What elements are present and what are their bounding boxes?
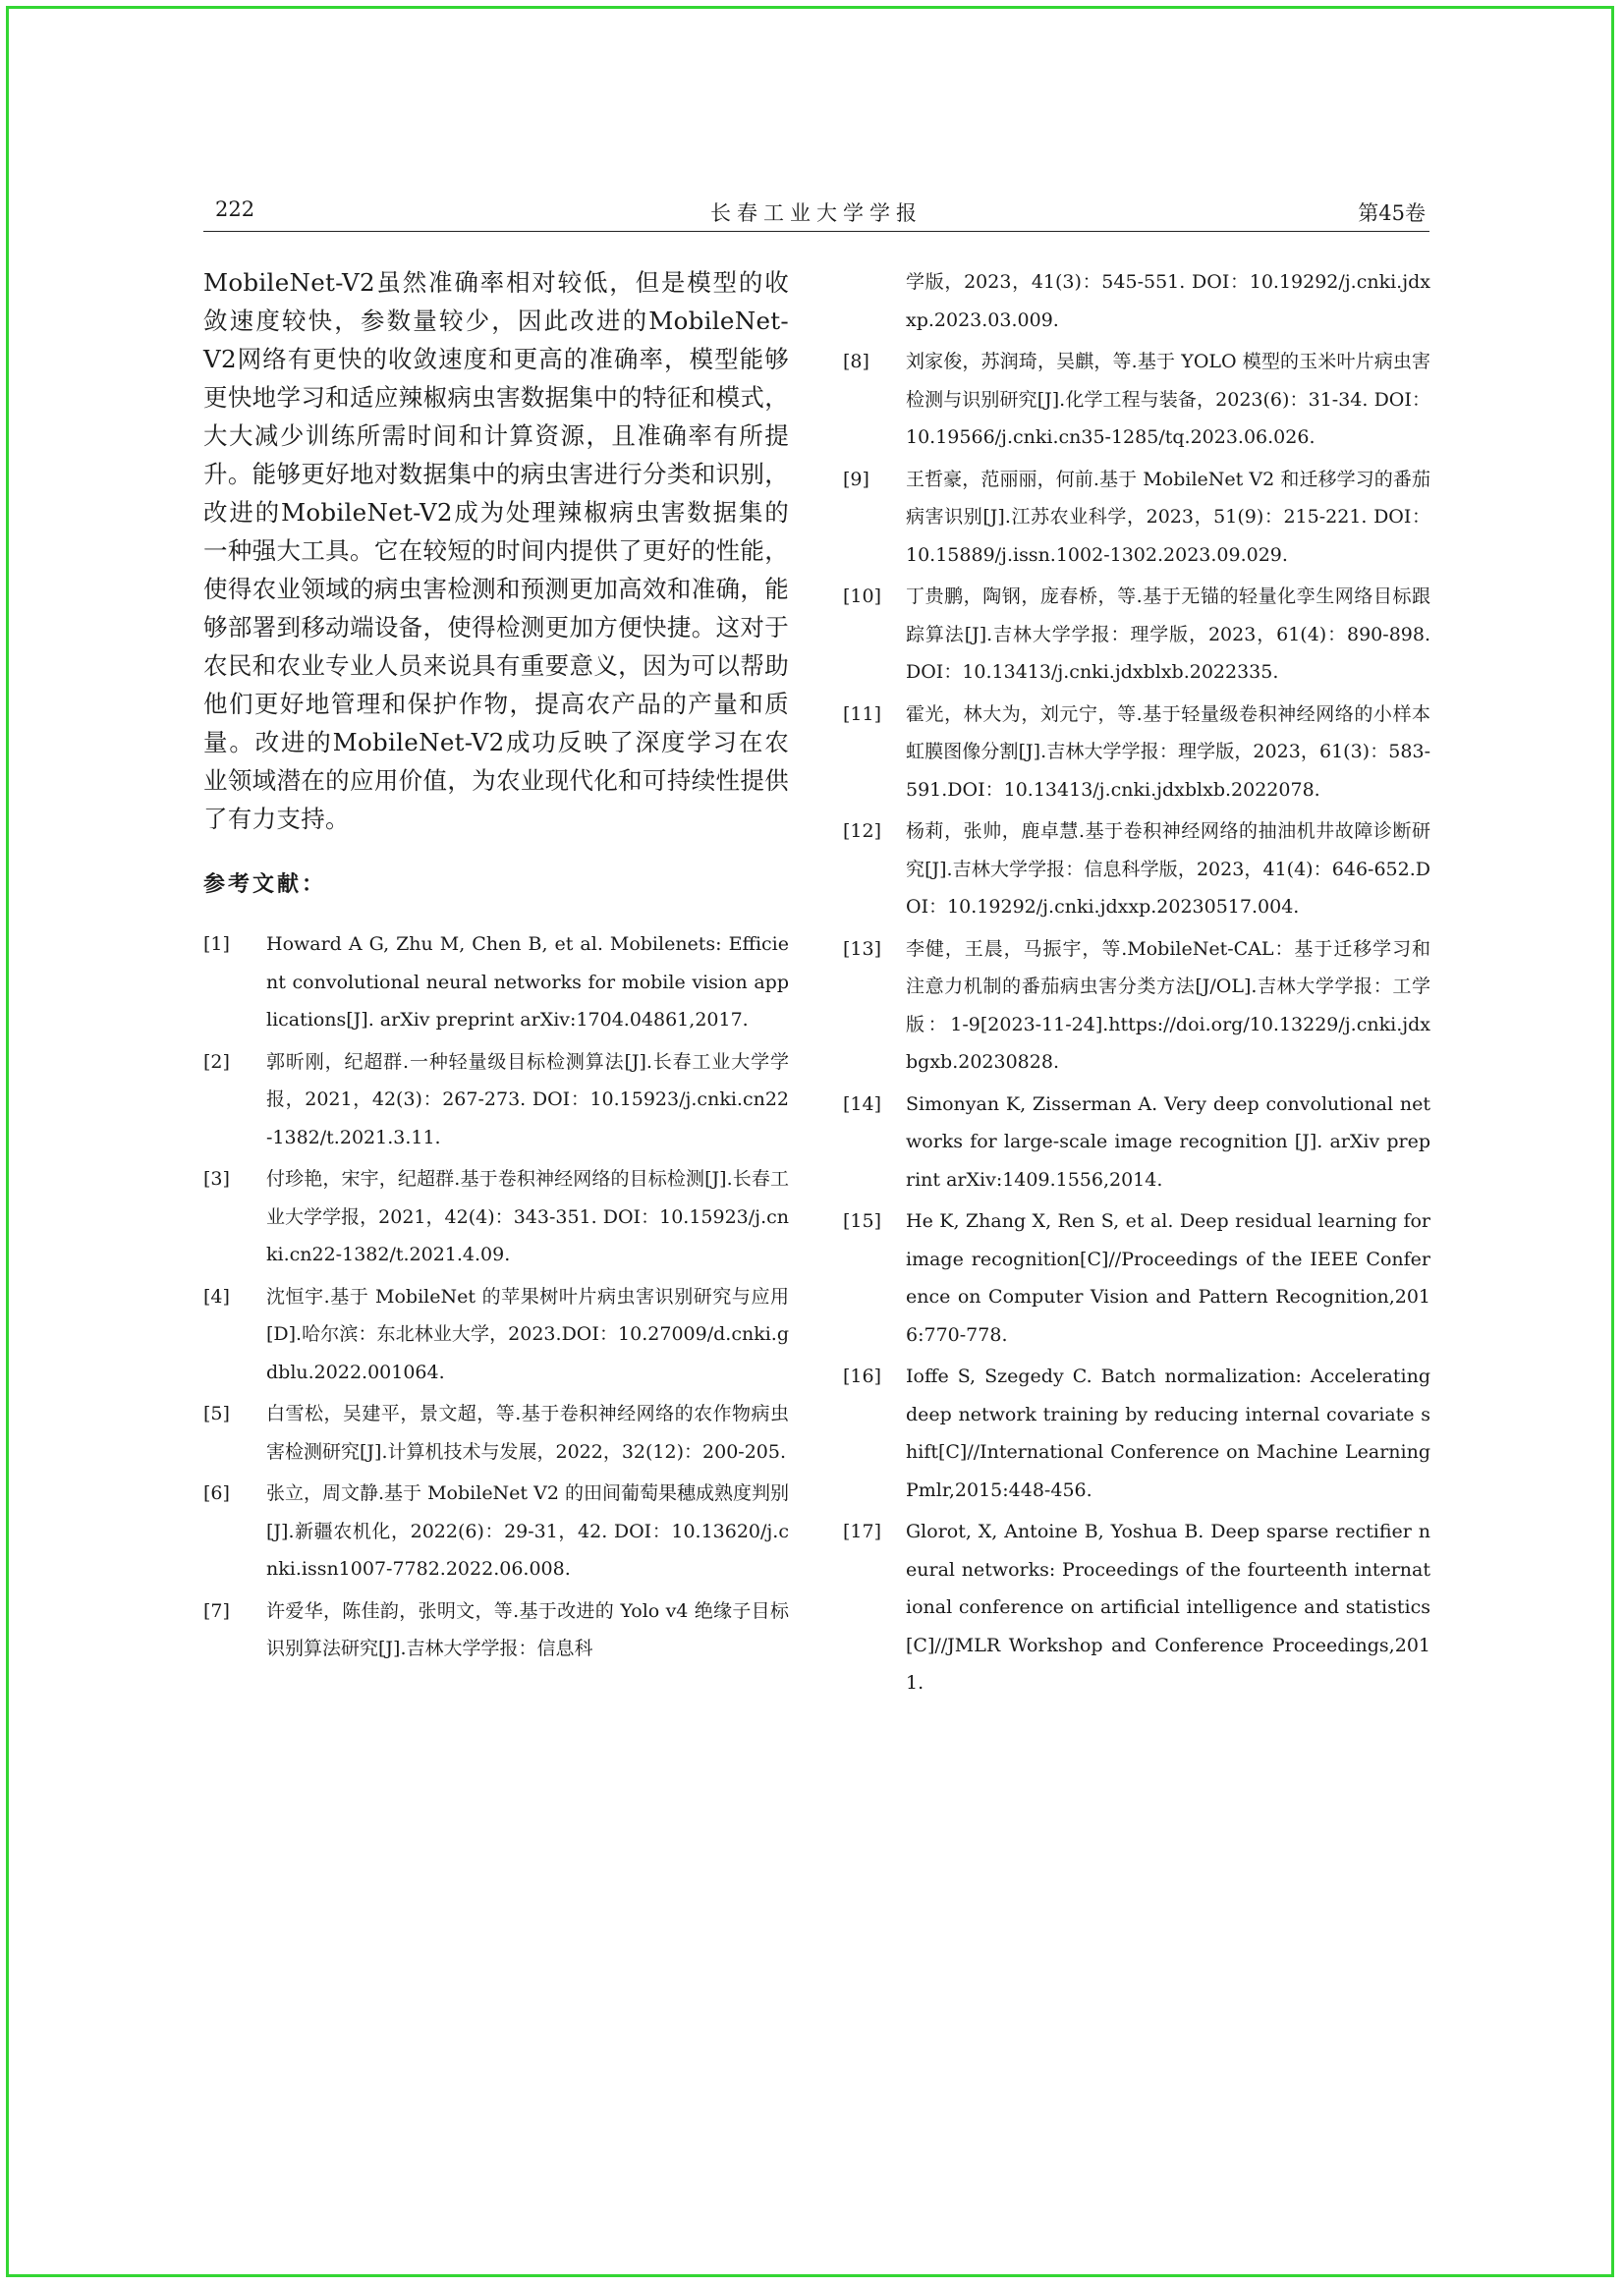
reference-text: Glorot, X, Antoine B, Yoshua B. Deep sparse rectifier neural networks: Proceedings of the fourteenth international conference on artificial intelligence and statistics [C]//JMLR Workshop and Conference Proceedings,2011. [906, 1521, 1430, 1694]
reference-label: [17] [843, 1521, 882, 1542]
reference-label: [11] [843, 702, 882, 725]
reference-label: [12] [843, 820, 882, 842]
reference-item [843, 1202, 1430, 1354]
reference-item [203, 1160, 789, 1274]
reference-text: 白雪松，吴建平，景文超，等.基于卷积神经网络的农作物病虫害检测研究[J].计算机技术与发展，2022，32(12)：200-205. [266, 1403, 789, 1463]
reference-label: [10] [843, 586, 882, 607]
running-header [203, 194, 1429, 232]
reference-text: 刘家俊，苏润琦，吴麒，等.基于 YOLO 模型的玉米叶片病虫害检测与识别研究[J].化学工程与装备，2023(6)：31-34. DOI：10.19566/j.cnki.cn35-1285/tq.2023.06.026. [906, 351, 1430, 448]
reference-item [843, 1086, 1430, 1199]
reference-text: 杨莉，张帅，鹿卓慧.基于卷积神经网络的抽油机井故障诊断研究[J].吉林大学学报：信息科学版，2023，41(4)：646-652.DOI：10.19292/j.cnki.jdxxp.20230517.004. [906, 820, 1430, 918]
reference-text: 霍光，林大为，刘元宁，等.基于轻量级卷积神经网络的小样本虹膜图像分割[J].吉林大学学报：理学版，2023，61(3)：583-591.DOI：10.13413/j.cnki.jdxblxb.2022078. [906, 702, 1430, 801]
reference-text: 沈恒宇.基于 MobileNet 的苹果树叶片病虫害识别研究与应用[D].哈尔滨：东北林业大学，2023.DOI：10.27009/d.cnki.gdblu.2022.001064. [266, 1285, 789, 1383]
reference-text: Howard A G, Zhu M, Chen B, et al. Mobilenets: Efficient convolutional neural networks for mobile vision applications[J]. arXiv preprint arXiv:1704.04861,2017. [266, 933, 789, 1031]
reference-item [203, 1278, 789, 1392]
reference-text: Simonyan K, Zisserman A. Very deep convolutional networks for large-scale image recognition [J]. arXiv preprint arXiv:1409.1556,2014. [906, 1092, 1430, 1191]
reference-label: [9] [843, 468, 869, 490]
reference-label: [16] [843, 1366, 882, 1387]
reference-text: 王哲豪，范丽丽，何前.基于 MobileNet V2 和迁移学习的番茄病害识别[J].江苏农业科学，2023，51(9)：215-221. DOI：10.15889/j.issn.1002-1302.2023.09.029. [906, 468, 1430, 566]
reference-label: [14] [843, 1092, 882, 1115]
reference-text: He K, Zhang X, Ren S, et al. Deep residual learning for image recognition[C]//Proceedings of the IEEE Conference on Computer Vision and Pattern Recognition,2016:770-778. [906, 1210, 1430, 1346]
journal-title: 长春工业大学学报 [710, 201, 923, 225]
reference-text: 李健，王晨，马振宇，等.MobileNet-CAL：基于迁移学习和注意力机制的番茄病虫害分类方法[J/OL].吉林大学学报：工学版：1-9[2023-11-24].https://doi.org/10.13229/j.cnki.jdxbgxb.20230828. [906, 937, 1430, 1073]
reference-label: [2] [203, 1050, 230, 1073]
references-heading: 参考文献： [203, 872, 327, 897]
volume-label: 第45卷 [1358, 201, 1426, 225]
page-number: 222 [215, 197, 255, 221]
reference-item [203, 1592, 789, 1668]
reference-label: [7] [203, 1599, 230, 1622]
reference-item [843, 343, 1430, 457]
reference-label: [6] [203, 1482, 230, 1504]
reference-continuation: 学版，2023，41(3)：545-551. DOI：10.19292/j.cnki.jdxxp.2023.03.009. [906, 271, 1430, 331]
reference-text: 张立，周文静.基于 MobileNet V2 的田间葡萄果穗成熟度判别[J].新疆农机化，2022(6)：29-31，42. DOI：10.13620/j.cnki.issn1007-7782.2022.06.008. [266, 1482, 789, 1580]
reference-label: [8] [843, 351, 869, 372]
reference-text: 付珍艳，宋宇，纪超群.基于卷积神经网络的目标检测[J].长春工业大学学报，2021，42(4)：343-351. DOI：10.15923/j.cnki.cn22-1382/t.2021.4.09. [266, 1168, 789, 1265]
reference-text: 许爱华，陈佳韵，张明文，等.基于改进的 Yolo v4 绝缘子目标识别算法研究[J].吉林大学学报：信息科 [266, 1599, 789, 1659]
reference-item [203, 1043, 789, 1157]
right-column [843, 263, 1430, 1706]
reference-label: [5] [203, 1403, 230, 1424]
reference-label: [1] [203, 933, 230, 955]
reference-list-right [843, 343, 1430, 1702]
reference-item [203, 925, 789, 1039]
reference-item [843, 1513, 1430, 1702]
reference-text: 郭昕刚，纪超群.一种轻量级目标检测算法[J].长春工业大学学报，2021，42(3)：267-273. DOI：10.15923/j.cnki.cn22-1382/t.2021.3.11. [266, 1050, 789, 1148]
reference-text: 丁贵鹏，陶钢，庞春桥，等.基于无锚的轻量化孪生网络目标跟踪算法[J].吉林大学学报：理学版，2023，61(4)：890-898. DOI：10.13413/j.cnki.jdxblxb.2022335. [906, 586, 1430, 683]
reference-label: [3] [203, 1168, 230, 1190]
body-paragraph: MobileNet-V2虽然准确率相对较低，但是模型的收敛速度较快，参数量较少，因此改进的MobileNet-V2网络有更快的收敛速度和更高的准确率，模型能够更快地学习和适应辣椒病虫害数据集中的特征和模式，大大减少训练所需时间和计算资源，且准确率有所提升。能够更好地对数据集中的病虫害进行分类和识别，改进的MobileNet-V2成为处理辣椒病虫害数据集的一种强大工具。它在较短的时间内提供了更好的性能，使得农业领域的病虫害检测和预测更加高效和准确，能够部署到移动端设备，使得检测更加方便快捷。这对于农民和农业专业人员来说具有重要意义，因为可以帮助他们更好地管理和保护作物，提高农产品的产量和质量。改进的MobileNet-V2成功反映了深度学习在农业领域潜在的应用价值，为农业现代化和可持续性提供了有力支持。 [203, 268, 789, 833]
reference-item [843, 812, 1430, 926]
reference-item [843, 1358, 1430, 1509]
reference-label: [13] [843, 937, 882, 960]
reference-text: Ioffe S, Szegedy C. Batch normalization: Accelerating deep network training by reducing internal covariate shift[C]//International Conference on Machine Learning Pmlr,2015:448-456. [906, 1366, 1430, 1501]
reference-item [203, 1475, 789, 1589]
reference-list-left [203, 925, 789, 1668]
reference-item [843, 578, 1430, 692]
reference-label: [15] [843, 1210, 882, 1232]
reference-item [843, 461, 1430, 575]
left-column [203, 263, 789, 1672]
reference-item [843, 696, 1430, 809]
reference-label: [4] [203, 1285, 230, 1308]
reference-item [203, 1395, 789, 1471]
reference-item [843, 930, 1430, 1082]
